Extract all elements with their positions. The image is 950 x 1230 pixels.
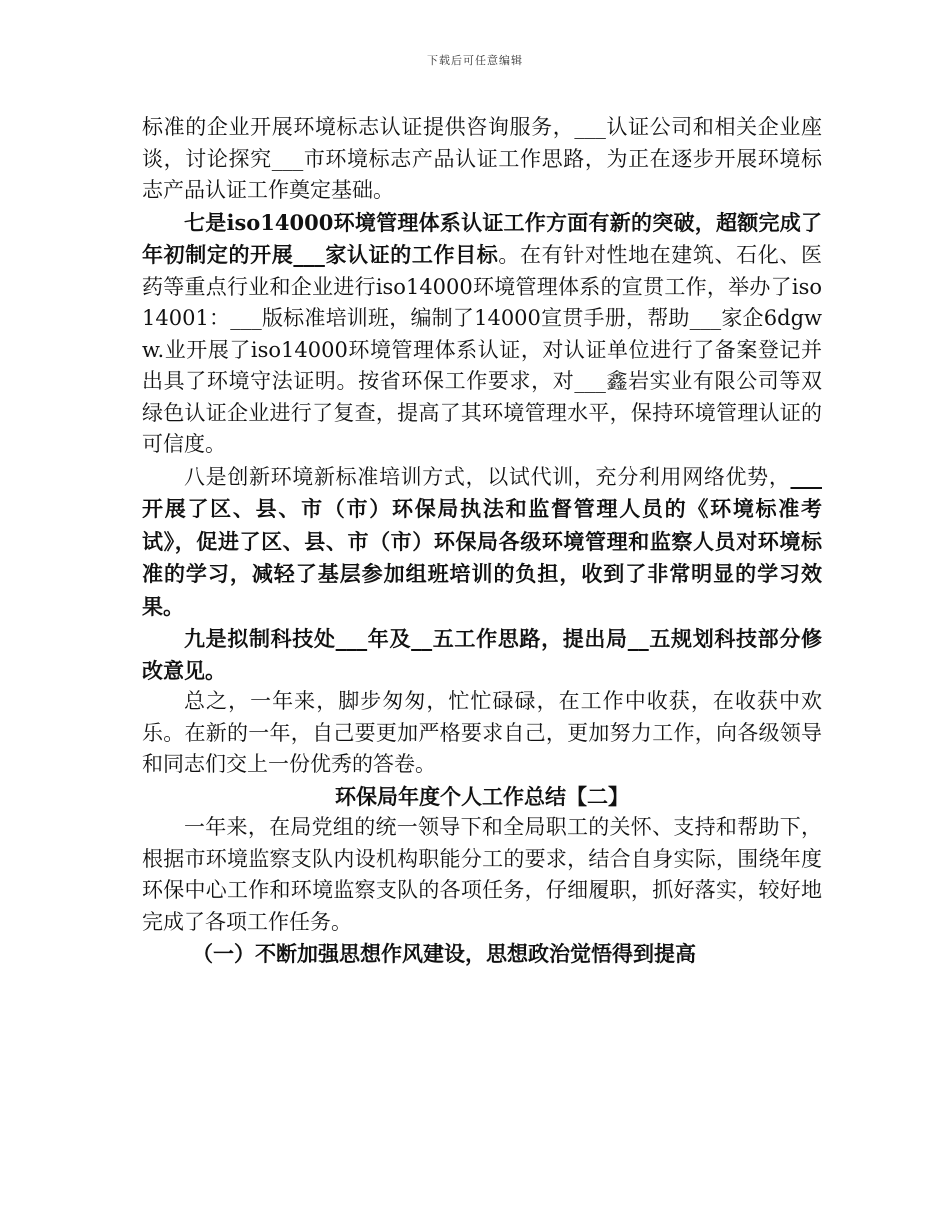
paragraph-training-lead: 八是创新环境新标准培训方式，以试代训，充分利用网络优势， xyxy=(184,464,791,489)
document-body xyxy=(142,112,822,970)
paragraph-training xyxy=(142,461,822,624)
subsection-heading: （一）不断加强思想作风建设，思想政治觉悟得到提高 xyxy=(192,941,696,966)
page-header: 下载后可任意编辑 xyxy=(427,54,523,67)
paragraph-training-body: ___开展了区、县、市（市）环保局执法和监督管理人员的《环境标准考试》，促进了区、县、市（市）环保局各级环境管理和监察人员对环境标准的学习，减轻了基层参加组班培训的负担，收到了非常明显的学习效果。 xyxy=(142,463,822,619)
paragraph-iso14000 xyxy=(142,207,822,461)
paragraph-intro-section2: 一年来，在局党组的统一领导下和全局职工的关怀、支持和帮助下，根据市环境监察支队内设机构职能分工的要求，结合自身实际，围绕年度环保中心工作和环境监察支队的各项任务，仔细履职，抓好落实，较好地完成了各项工作任务。 xyxy=(142,815,822,934)
paragraph-iso14000-lead: 七是iso14000环境管理体系认证工作方面有新的突破，超额完成了年初制定的开展___家认证的工作目标 xyxy=(142,209,822,267)
section-heading: 环保局年度个人工作总结【二】 xyxy=(335,783,629,809)
paragraph-conclusion: 总之，一年来，脚步匆匆，忙忙碌碌，在工作中收获，在收获中欢乐。在新的一年，自己要更加严格要求自己，更加努力工作，向各级领导和同志们交上一份优秀的答卷。 xyxy=(142,689,822,776)
paragraph-iso14000-body: 。在有针对性地在建筑、石化、医药等重点行业和企业进行iso14000环境管理体系的宣贯工作，举办了iso14001：___版标准培训班，编制了14000宣贯手册，帮助___家企6dgww.业开展了iso14000环境管理体系认证，对认证单位进行了备案登记并出具了环境守法证明。按省环保工作要求，对___鑫岩实业有限公司等双绿色认证企业进行了复查，提高了其环境管理水平，保持环境管理认证的可信度。 xyxy=(142,243,823,456)
paragraph-consulting-service: 标准的企业开展环境标志认证提供咨询服务，___认证公司和相关企业座谈，讨论探究___市环境标志产品认证工作思路，为正在逐步开展环境标志产品认证工作奠定基础。 xyxy=(142,115,822,202)
paragraph-planning: 九是拟制科技处___年及__五工作思路，提出局__五规划科技部分修改意见。 xyxy=(142,626,822,683)
